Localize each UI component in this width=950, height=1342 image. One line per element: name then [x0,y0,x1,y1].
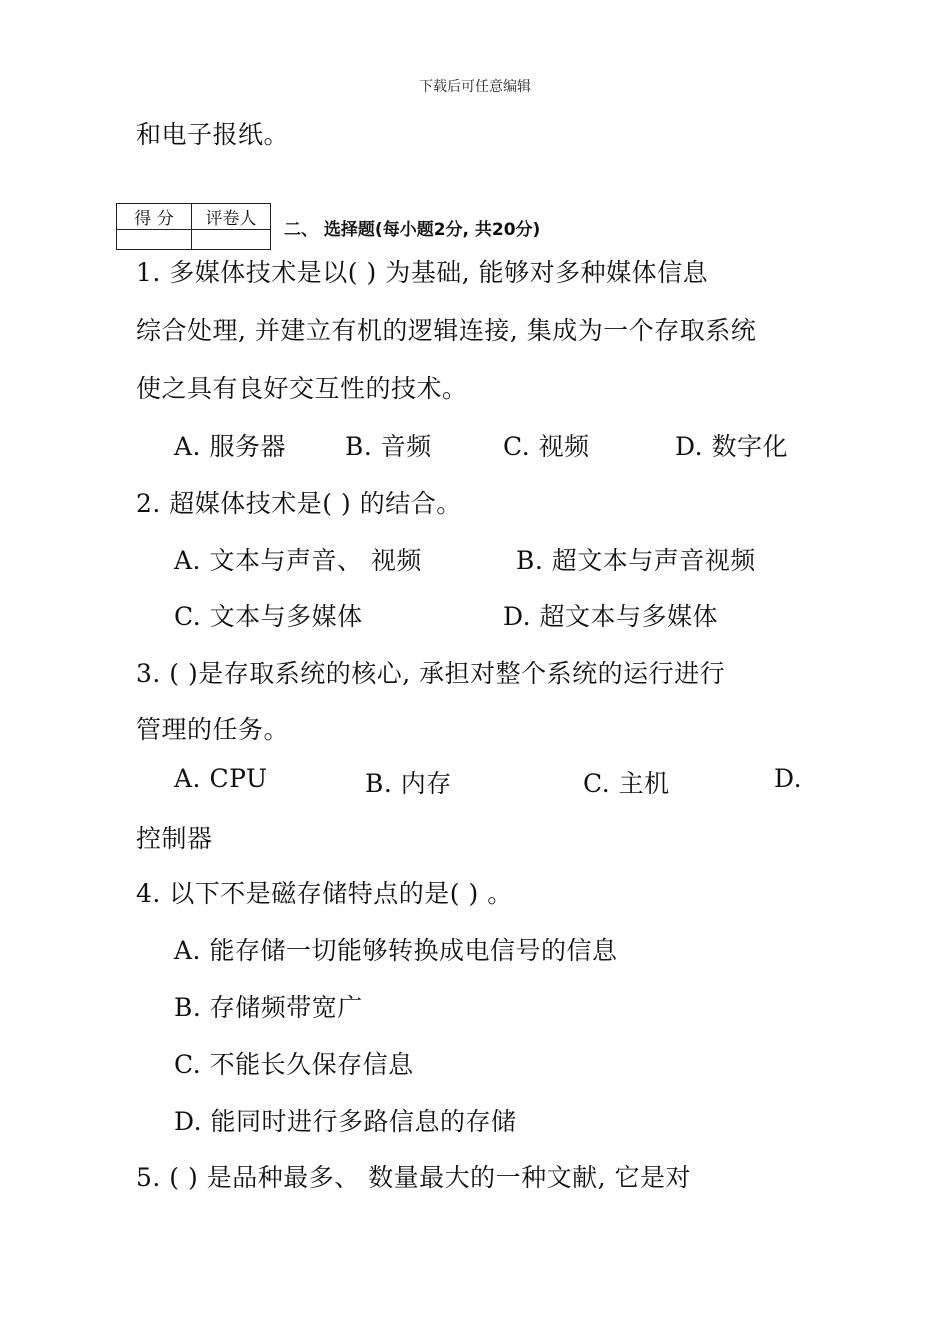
question-4-option-d: D. 能同时进行多路信息的存储 [174,1107,517,1136]
question-3-line-1: 3. ( )是存取系统的核心, 承担对整个系统的运行进行 [136,659,726,688]
question-2-option-b: B. 超文本与声音视频 [516,546,756,575]
question-4-option-a: A. 能存储一切能够转换成电信号的信息 [174,936,618,965]
grader-cell [192,230,271,250]
question-1-option-b: B. 音频 [345,432,432,461]
score-box [116,203,271,250]
question-2-option-d: D. 超文本与多媒体 [503,602,719,631]
question-4-option-c: C. 不能长久保存信息 [174,1050,414,1079]
question-4-line-1: 4. 以下不是磁存储特点的是( ) 。 [136,879,513,908]
question-4-option-b: B. 存储频带宽广 [174,993,363,1022]
grader-label: 评卷人 [192,204,271,230]
question-1-option-a: A. 服务器 [174,432,286,461]
question-3-option-d-continued: 控制器 [136,824,213,853]
page-header: 下载后可任意编辑 [419,79,531,95]
question-1-option-d: D. 数字化 [675,432,789,461]
question-1-line-2: 综合处理, 并建立有机的逻辑连接, 集成为一个存取系统 [136,316,757,345]
question-2-option-a: A. 文本与声音、 视频 [174,546,422,575]
question-1-line-1: 1. 多媒体技术是以( ) 为基础, 能够对多种媒体信息 [136,258,709,287]
section-title: 二、 选择题(每小题2分, 共20分) [284,220,541,240]
question-3-option-c: C. 主机 [583,769,670,798]
question-1-option-c: C. 视频 [503,432,590,461]
question-3-option-b: B. 内存 [365,769,452,798]
question-3-option-d: D. [774,764,803,793]
score-cell [117,230,192,250]
question-3-option-a: A. CPU [174,764,268,793]
question-5-line-1: 5. ( ) 是品种最多、 数量最大的一种文献, 它是对 [136,1163,692,1192]
question-1-line-3: 使之具有良好交互性的技术。 [136,374,468,403]
question-2-option-c: C. 文本与多媒体 [174,602,363,631]
question-3-line-2: 管理的任务。 [136,715,290,744]
score-label: 得 分 [117,204,192,230]
previous-answer-tail: 和电子报纸。 [136,120,290,149]
question-2-line-1: 2. 超媒体技术是( ) 的结合。 [136,489,462,518]
